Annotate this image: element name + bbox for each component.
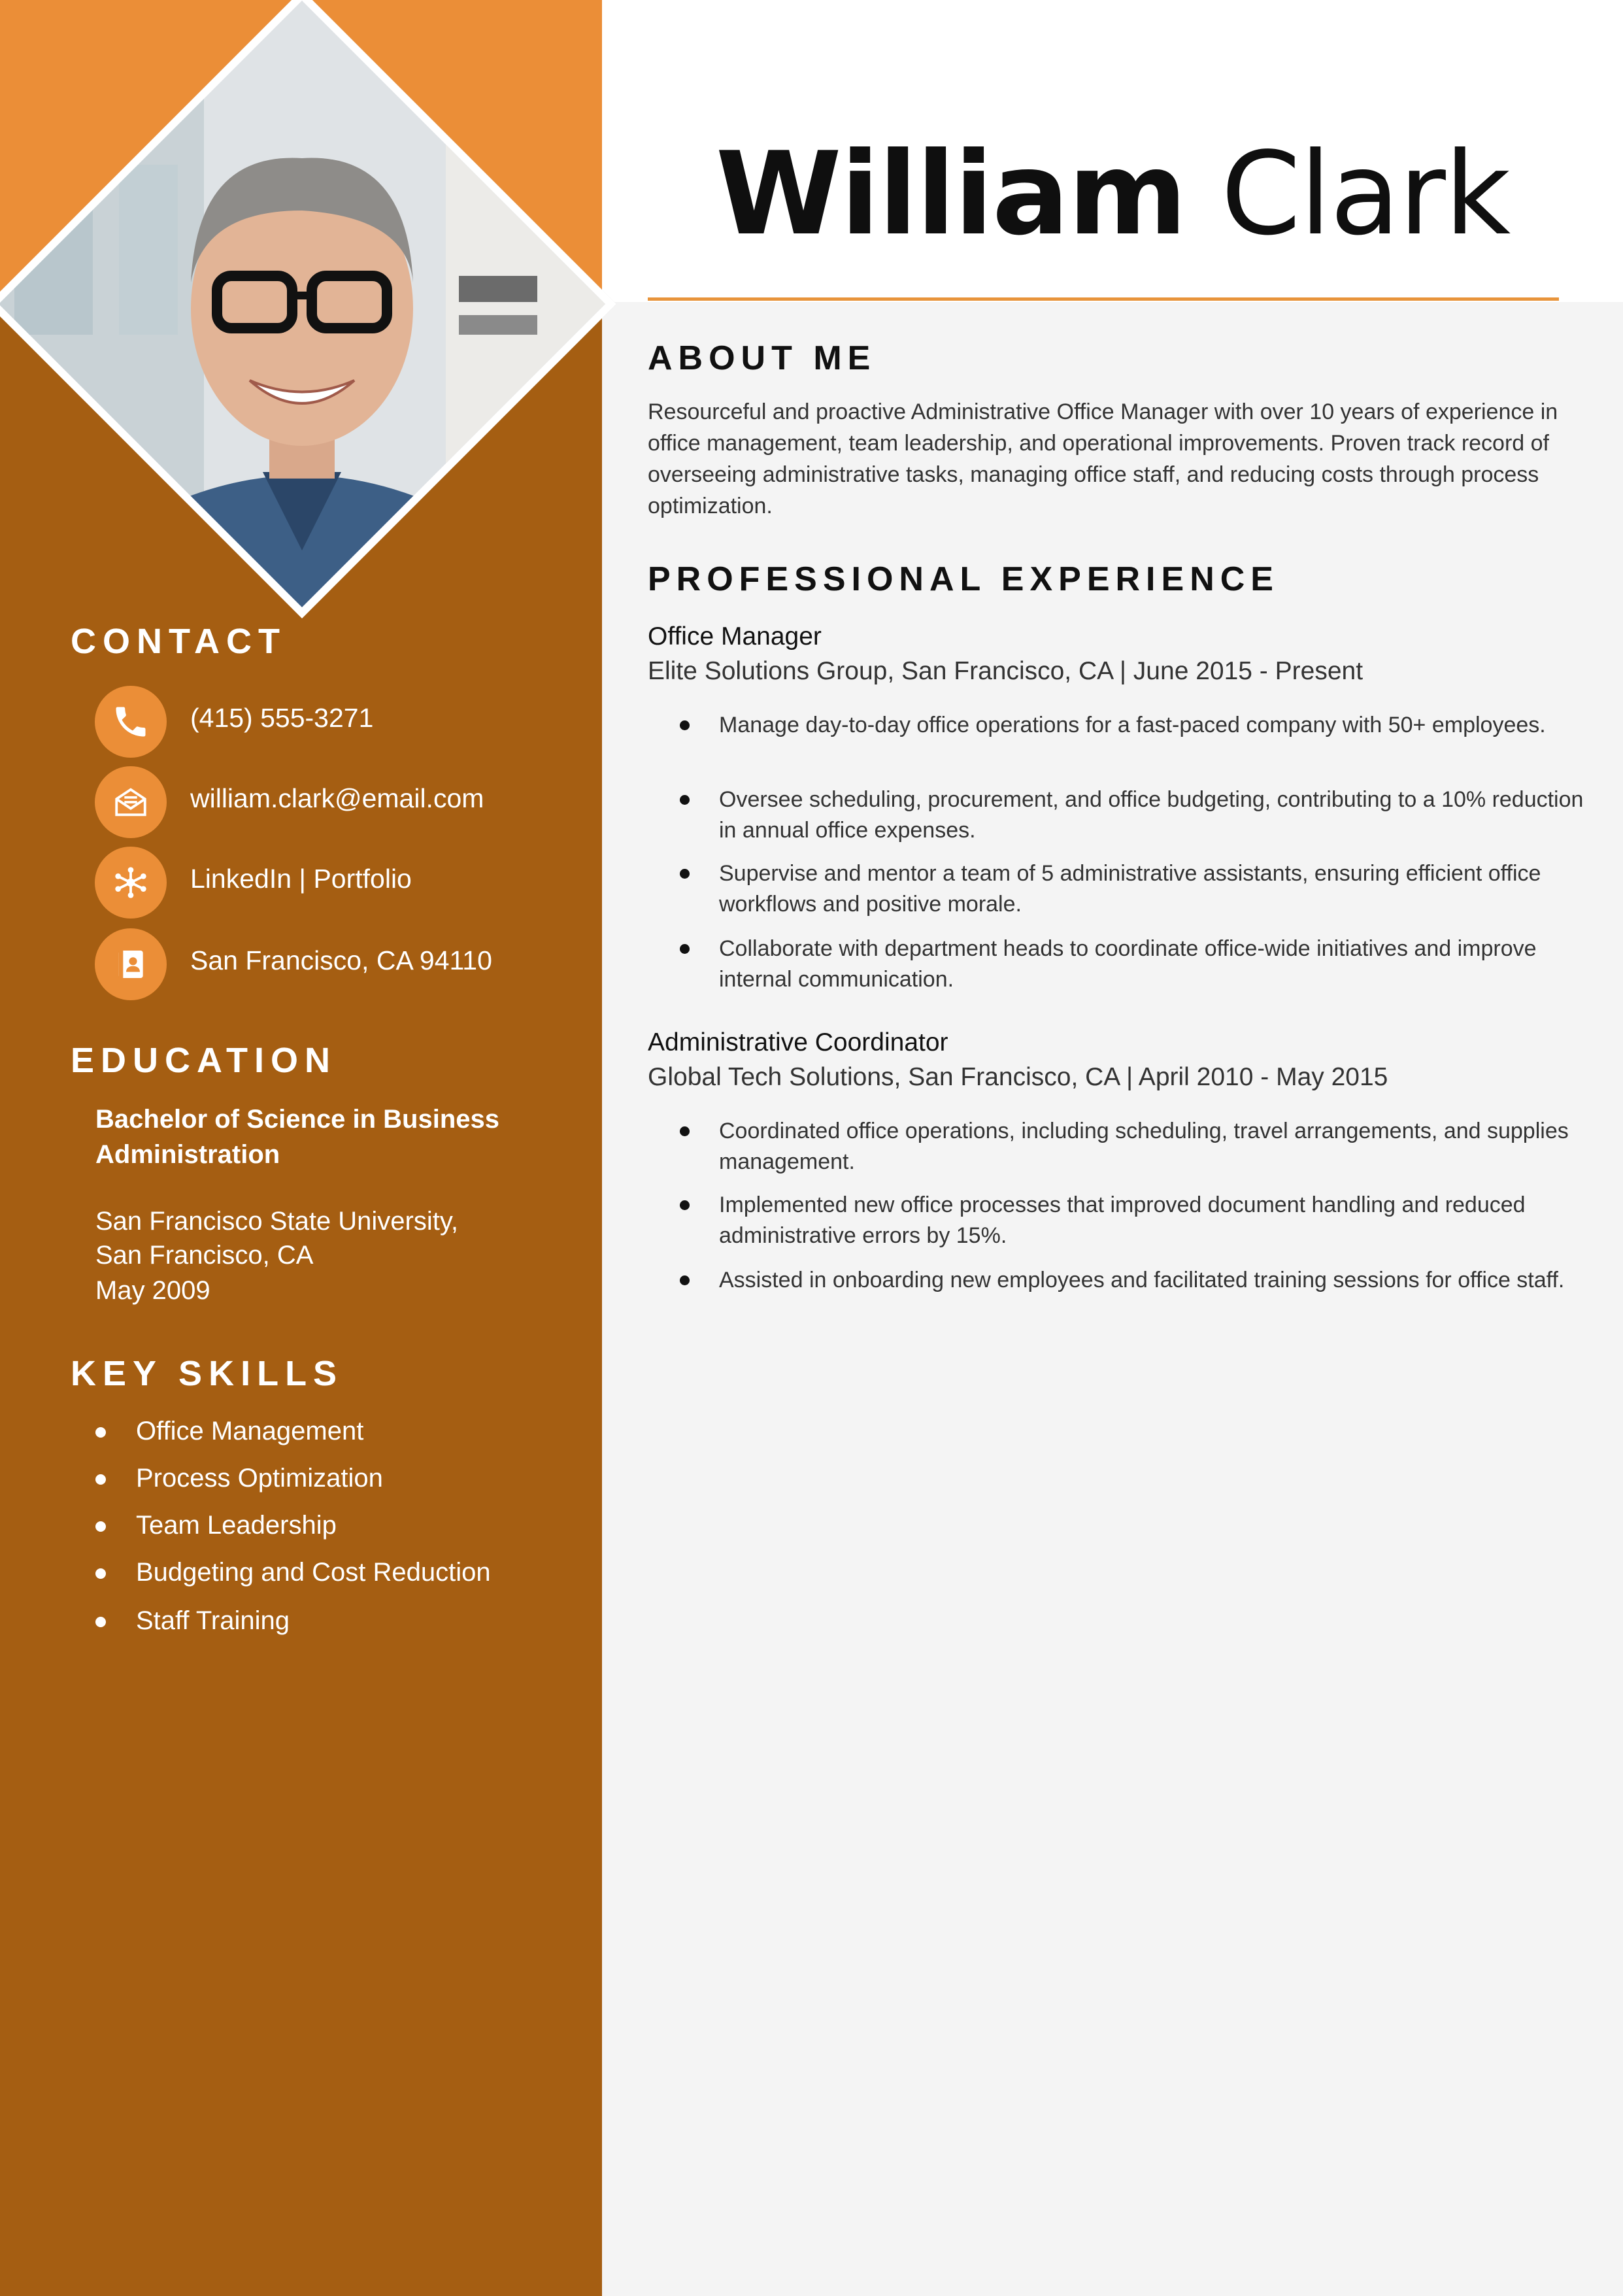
envelope-icon — [95, 766, 167, 838]
header-divider — [648, 297, 1559, 301]
address-book-icon — [95, 928, 167, 1000]
education-date: May 2009 — [95, 1276, 210, 1305]
candidate-name — [602, 128, 1623, 261]
bullet-dot — [680, 869, 690, 879]
links-text: LinkedIn | Portfolio — [190, 864, 412, 894]
bullet-dot — [680, 795, 690, 805]
education-school: San Francisco State University, — [95, 1207, 459, 1236]
network-icon — [95, 847, 167, 919]
job-title: Office Manager — [648, 622, 822, 650]
bullet-dot — [95, 1568, 106, 1579]
bullet-dot — [95, 1427, 106, 1438]
contact-email[interactable] — [95, 766, 578, 838]
education-degree: Bachelor of Science in Business Administration — [95, 1105, 499, 1169]
bullet-dot — [680, 944, 690, 954]
bullet-dot — [95, 1521, 106, 1532]
education-location: San Francisco, CA — [95, 1241, 314, 1270]
experience-heading: PROFESSIONAL EXPERIENCE — [648, 560, 1279, 598]
education-heading: EDUCATION — [71, 1041, 337, 1080]
skills-heading: KEY SKILLS — [71, 1354, 344, 1393]
address-text: San Francisco, CA 94110 — [190, 945, 492, 975]
phone-icon — [95, 686, 167, 758]
about-text: Resourceful and proactive Administrative Office Manager with over 10 years of experience in office management, team leadership, and operational improvements. Proven track record of overseeing administrative tasks, managing office staff, and reducing costs through process optimization. — [648, 399, 1558, 518]
job-meta: Global Tech Solutions, San Francisco, CA | April 2010 - May 2015 — [648, 1063, 1388, 1091]
phone-text: (415) 555-3271 — [190, 703, 374, 733]
bullet-dot — [680, 1126, 690, 1136]
contact-links[interactable] — [95, 847, 578, 919]
job-meta: Elite Solutions Group, San Francisco, CA | June 2015 - Present — [648, 657, 1364, 685]
bullet-dot — [95, 1474, 106, 1485]
about-heading: ABOUT ME — [648, 339, 877, 377]
contact-phone[interactable] — [95, 686, 578, 758]
contact-heading: CONTACT — [71, 622, 286, 661]
job-title: Administrative Coordinator — [648, 1028, 948, 1056]
bullet-dot — [95, 1617, 106, 1627]
bullet-dot — [680, 720, 690, 730]
bullet-dot — [680, 1275, 690, 1285]
last-name: Clark — [1220, 128, 1510, 261]
contact-address[interactable] — [95, 928, 578, 1000]
email-text: william.clark@email.com — [190, 783, 484, 813]
first-name: William — [715, 128, 1186, 261]
bullet-dot — [680, 1200, 690, 1210]
